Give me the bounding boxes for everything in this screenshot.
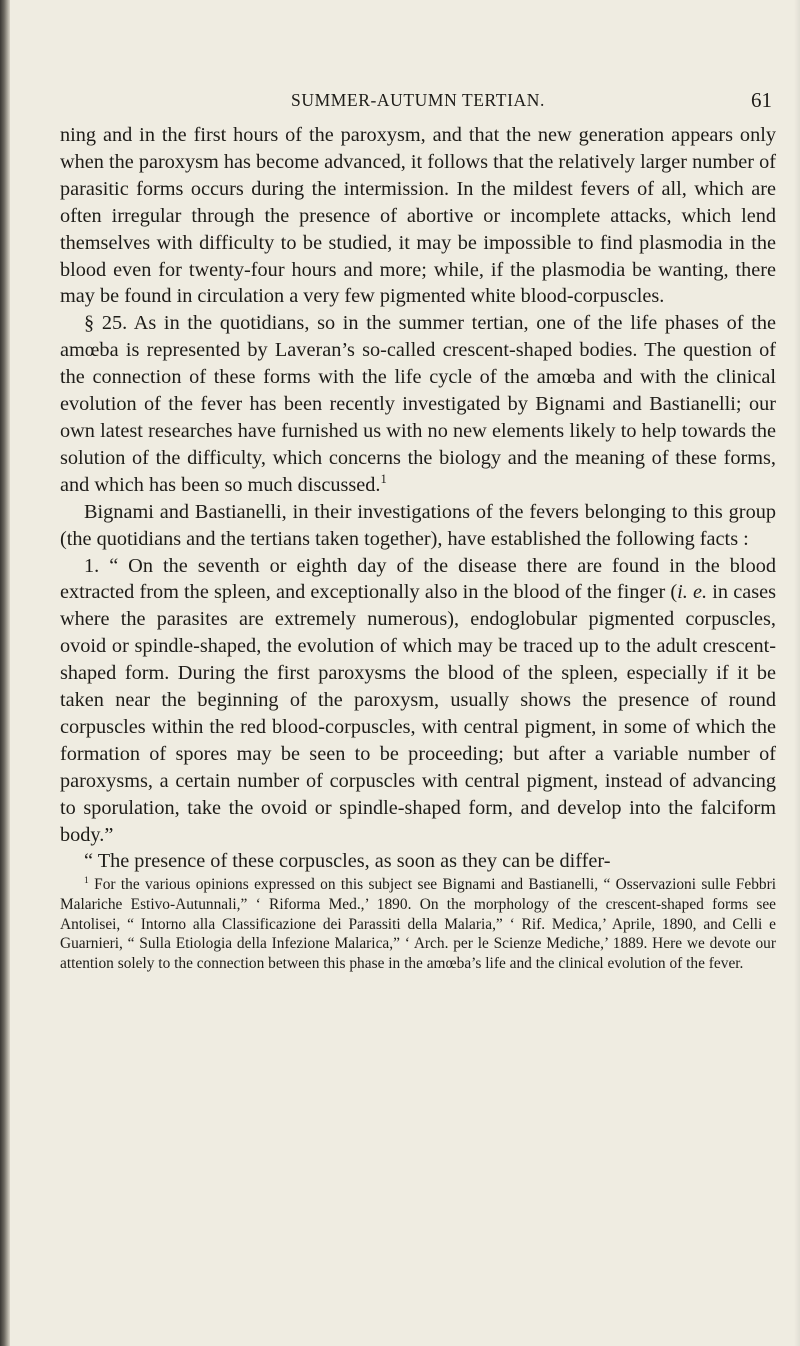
running-title: SUMMER-AUTUMN TERTIAN.: [291, 90, 545, 110]
running-head: [60, 88, 776, 114]
footnote-reference: 1: [380, 472, 387, 487]
paragraph-continuation: ning and in the first hours of the paroxysm, and that the new generation appears only when the paroxysm has become advanced, it follows that the relatively larger number of parasitic forms occurs during the intermission. In the mildest fevers of all, which are often irregular through the presence of abortive or incomplete attacks, which lend themselves with difficulty to be studied, it may be impossible to find plasmodia in the blood even for twenty-four hours and more; while, if the plasmodia be wanting, there may be found in circulation a very few pigmented white blood-corpuscles.: [60, 124, 776, 308]
footnote: [60, 875, 776, 973]
body-text: [60, 122, 776, 875]
paragraph-fact-1: [60, 553, 776, 849]
footnote-body: For the various opinions expressed on this subject see Bignami and Bastianelli, “ Osservazioni sulle Febbri Malariche Estivo-Autunnali,” ‘ Riforma Med.,’ 1890. On the morphology of the crescent-shaped forms see Antolisei, “ Intorno alla Classificazione dei Parassiti della Malaria,” ‘ Rif. Medica,’ Aprile, 1890, and Celli e Guarnieri, “ Sulla Etiologia della Infezione Malarica,” ‘ Arch. per le Scienze Mediche,’ 1889. Here we devote our attention solely to the connection between this phase in the amœba’s life and the clinical evolution of the fever.: [60, 876, 776, 972]
fact-1-italic: i. e.: [677, 581, 708, 604]
fact-1-lead: 1. “ On the seventh or eighth day of the disease there are found in the blood extracted from the spleen, and exceptionally also in the blood of the finger (: [60, 554, 776, 604]
paragraph-text: § 25. As in the quotidians, so in the summer tertian, one of the life phases of the amœba is represented by Laveran’s so-called crescent-shaped bodies. The question of the connection of these forms with the life cycle of the amœba and with the clinical evolution of the fever has been recently investigated by Bignami and Bastianelli; our own latest researches have furnished us with no new elements likely to help towards the solution of the difficulty, which concerns the biology and the meaning of these forms, and which has been so much discussed.: [60, 312, 776, 496]
page-binding-edge: [0, 0, 10, 1346]
paragraph-facts-intro: Bignami and Bastianelli, in their investigations of the fevers belonging to this group (the quotidians and the tertians taken together), have established the following facts :: [60, 500, 776, 550]
footnote-text: [60, 875, 776, 973]
paragraph-section-25: [60, 310, 776, 498]
fact-1-rest: in cases where the parasites are extremely numerous), endoglobular pigmented corpuscles, ovoid or spindle-shaped, the evolution of which may be traced up to the adult crescent-shaped form. During the first paroxysms the blood of the spleen, especially if it be taken near the beginning of the paroxysm, usually shows the presence of round corpuscles within the red blood-corpuscles, with central pigment, in some of which the formation of spores may be seen to be proceeding; but after a variable number of paroxysms, a certain number of corpuscles with central pigment, instead of advancing to sporulation, take the ovoid or spindle-shaped form, and develop into the falciform body.”: [60, 581, 776, 846]
page-number: 61: [751, 88, 772, 112]
paragraph-continued-quote: “ The presence of these corpuscles, as soon as they can be differ-: [84, 850, 611, 873]
book-page: [60, 88, 776, 973]
footnote-marker: 1: [84, 875, 89, 887]
page-shadow: [794, 0, 800, 1346]
